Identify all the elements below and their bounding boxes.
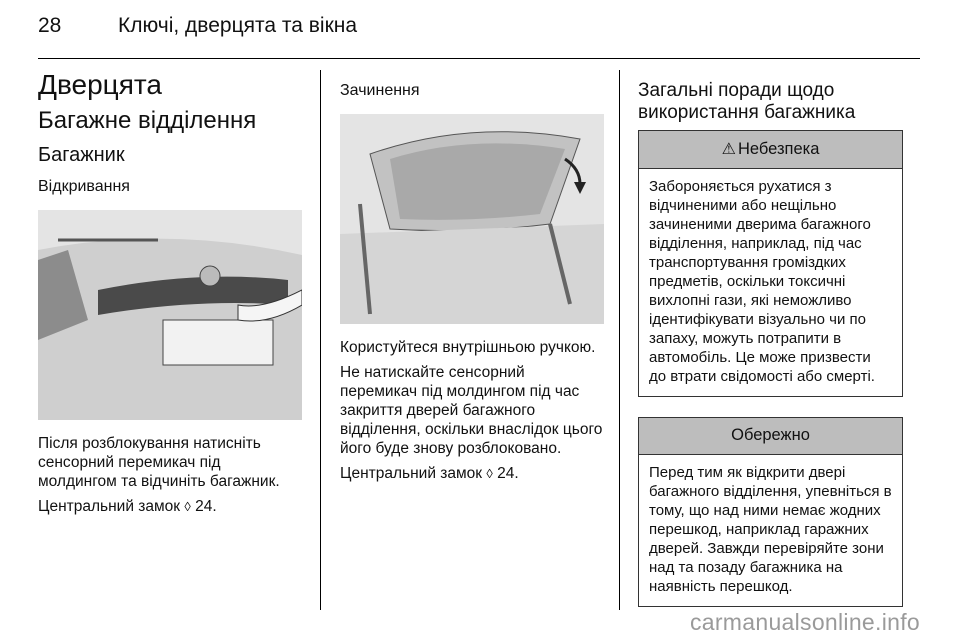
reference-arrow-icon: ◊: [486, 466, 493, 481]
caution-text: Перед тим як відкрити двері багажного відділення, упевніться в тому, що над ними немає жодних перешкод, наприклад гаражних дверей. Завжди перевіряйте зони над та позаду багажника на наявність перешкод.: [649, 464, 892, 595]
tailgate-opening-illustration: [38, 210, 302, 420]
subsection-title: Багажне відділення: [38, 107, 257, 134]
subtopic-title: Зачинення: [340, 82, 420, 99]
topic-title: Багажник: [38, 144, 125, 166]
caution-box: [638, 417, 903, 607]
cross-reference[interactable]: [340, 464, 605, 483]
danger-box: [638, 130, 903, 397]
column-3: [638, 70, 903, 627]
danger-text: Забороняється рухатися з відчиненими або нещільно зачиненими дверима багажного відділення, наприклад, під час транспортування громіздких предметів, оскільки токсичні вихлопні гази, які неможливо ідентифікувати візуально чи по запаху, можуть потрапити в автомобіль. Це може призвести до втрати свідомості або смерті.: [649, 178, 875, 385]
caution-title: Обережно: [639, 418, 902, 455]
cross-reference[interactable]: [38, 497, 303, 516]
page-number: 28: [38, 14, 62, 37]
reference-page: 24.: [195, 498, 217, 515]
column-divider: [320, 70, 321, 610]
section-title: Загальні поради щодо використання багажника: [638, 80, 856, 123]
paragraph: Не натискайте сенсорний перемикач під молдингом під час закриття дверей багажного відділення, оскільки внаслідок цього його буде знову розблоковано.: [340, 364, 603, 457]
warning-triangle-icon: ⚠: [721, 141, 736, 158]
column-1: [38, 70, 303, 522]
column-divider: [619, 70, 620, 610]
subtopic-title: Відкривання: [38, 178, 130, 195]
paragraph: Користуйтеся внутрішньою ручкою.: [340, 339, 596, 356]
running-title: Ключі, дверцята та вікна: [118, 14, 358, 37]
watermark: carmanualsonline.info: [689, 609, 920, 635]
reference-text: Центральний замок: [340, 465, 483, 482]
reference-page: 24.: [497, 465, 519, 482]
column-2: [340, 70, 605, 489]
danger-title: Небезпека: [737, 140, 820, 158]
header-rule: [38, 58, 920, 59]
reference-arrow-icon: ◊: [184, 499, 191, 514]
paragraph: Після розблокування натисніть сенсорний перемикач під молдингом та відчиніть багажник.: [38, 435, 280, 490]
reference-text: Центральний замок: [38, 498, 181, 515]
section-title: Дверцята: [38, 69, 162, 100]
tailgate-closing-illustration: [340, 114, 604, 324]
danger-box-header: [639, 131, 902, 169]
